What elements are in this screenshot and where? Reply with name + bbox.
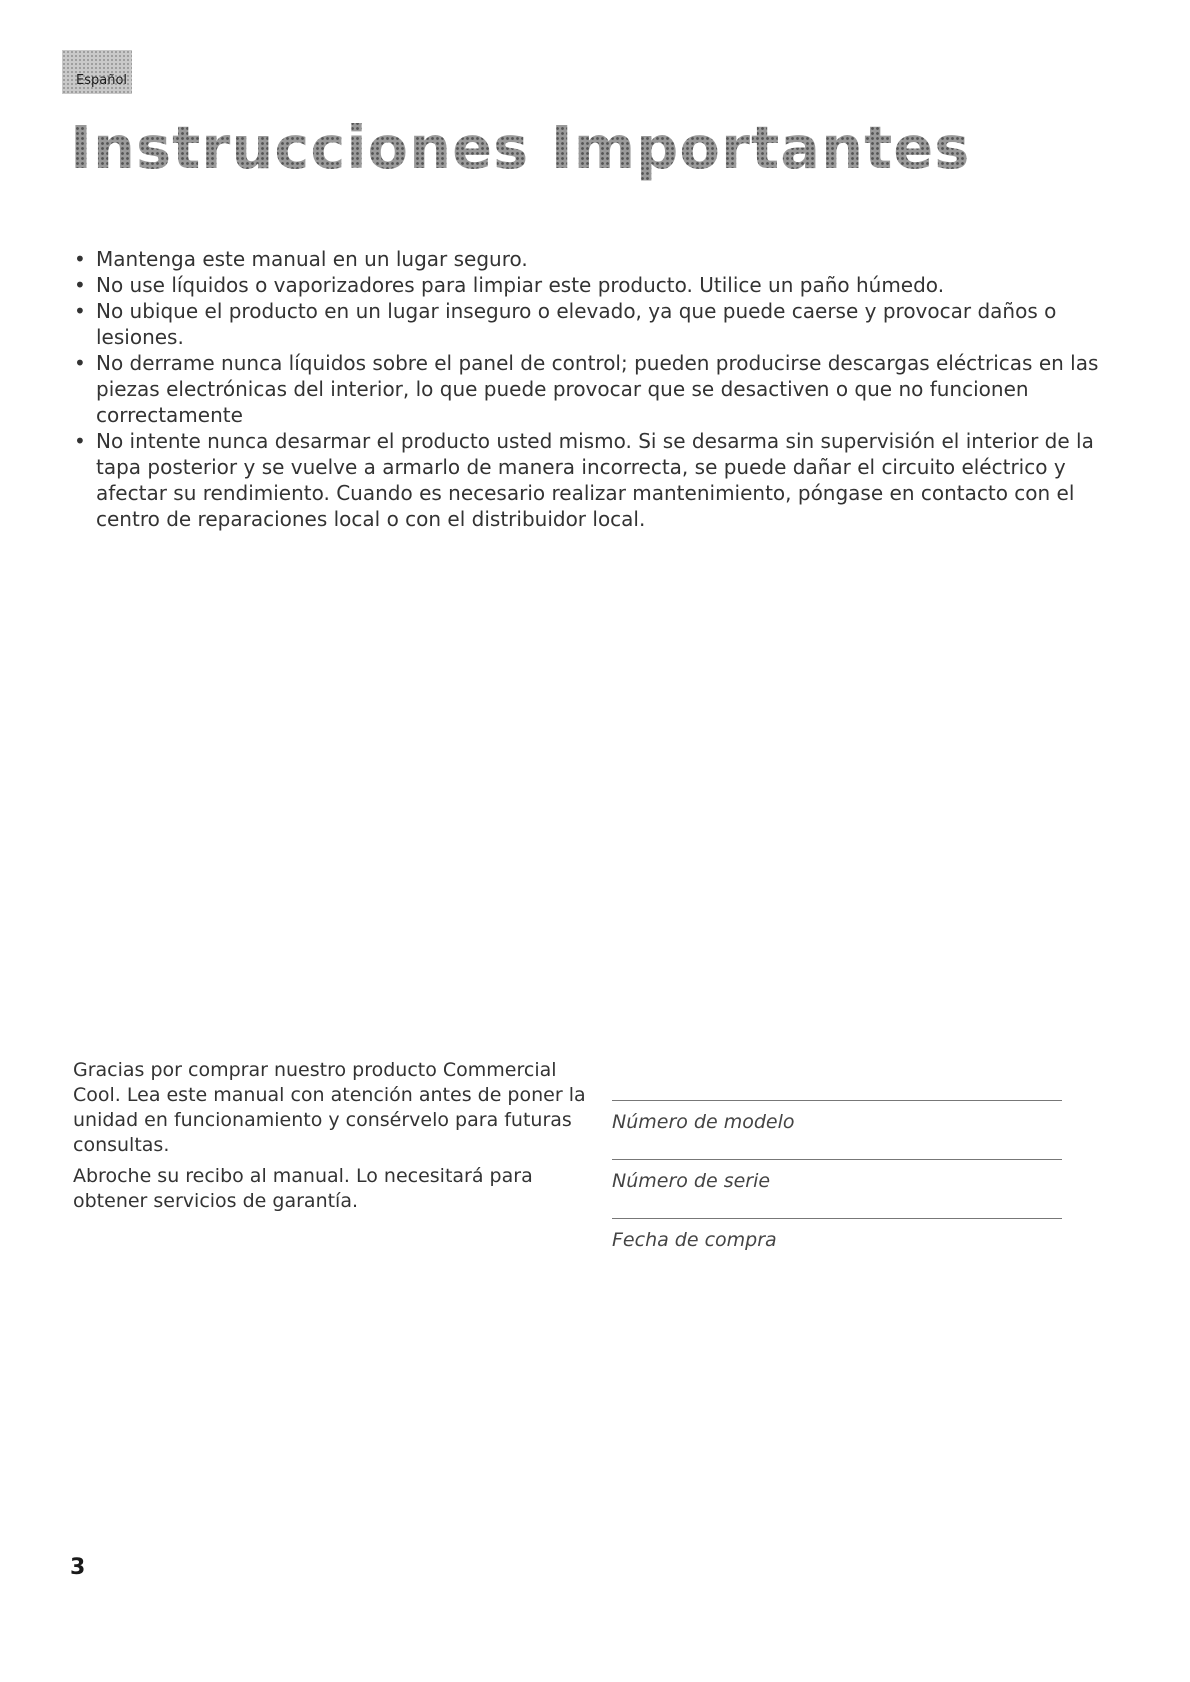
language-tab — [62, 50, 132, 94]
record-fields — [612, 1100, 1062, 1277]
list-item: • Mantenga este manual en un lugar seguro. — [74, 246, 1134, 272]
instructions-list — [74, 246, 1134, 532]
page-title: Instrucciones Importantes — [70, 113, 971, 182]
receipt-paragraph: Abroche su recibo al manual. Lo necesitará para obtener servicios de garantía. — [73, 1165, 533, 1212]
list-item: • No use líquidos o vaporizadores para limpiar este producto. Utilice un paño húmedo. — [74, 272, 1134, 298]
page-number: 3 — [70, 1555, 86, 1580]
serial-number-label: Número de serie — [612, 1170, 771, 1192]
purchase-date-label: Fecha de compra — [612, 1229, 777, 1251]
serial-number-line — [612, 1159, 1062, 1218]
model-number-label: Número de modelo — [612, 1111, 795, 1133]
language-label: Español — [76, 73, 128, 88]
thanks-paragraph: Gracias por comprar nuestro producto Commercial Cool. Lea este manual con atención antes de poner la unidad en funcionamiento y consérvelo para futuras consultas. — [73, 1059, 586, 1156]
intro-text — [73, 1058, 593, 1220]
list-item: • No ubique el producto en un lugar inseguro o elevado, ya que puede caerse y provocar daños o lesiones. — [74, 298, 1134, 350]
model-number-line — [612, 1100, 1062, 1159]
list-item: • No derrame nunca líquidos sobre el panel de control; pueden producirse descargas eléctricas en las piezas electrónicas del interior, lo que puede provocar que se desactiven o que no funcionen correctamente — [74, 350, 1134, 428]
list-item: • No intente nunca desarmar el producto usted mismo. Si se desarma sin supervisión el interior de la tapa posterior y se vuelve a armarlo de manera incorrecta, se puede dañar el circuito eléctrico y afectar su rendimiento. Cuando es necesario realizar mantenimiento, póngase en contacto con el centro de reparaciones local o con el distribuidor local. — [74, 428, 1134, 532]
purchase-date-line — [612, 1218, 1062, 1277]
